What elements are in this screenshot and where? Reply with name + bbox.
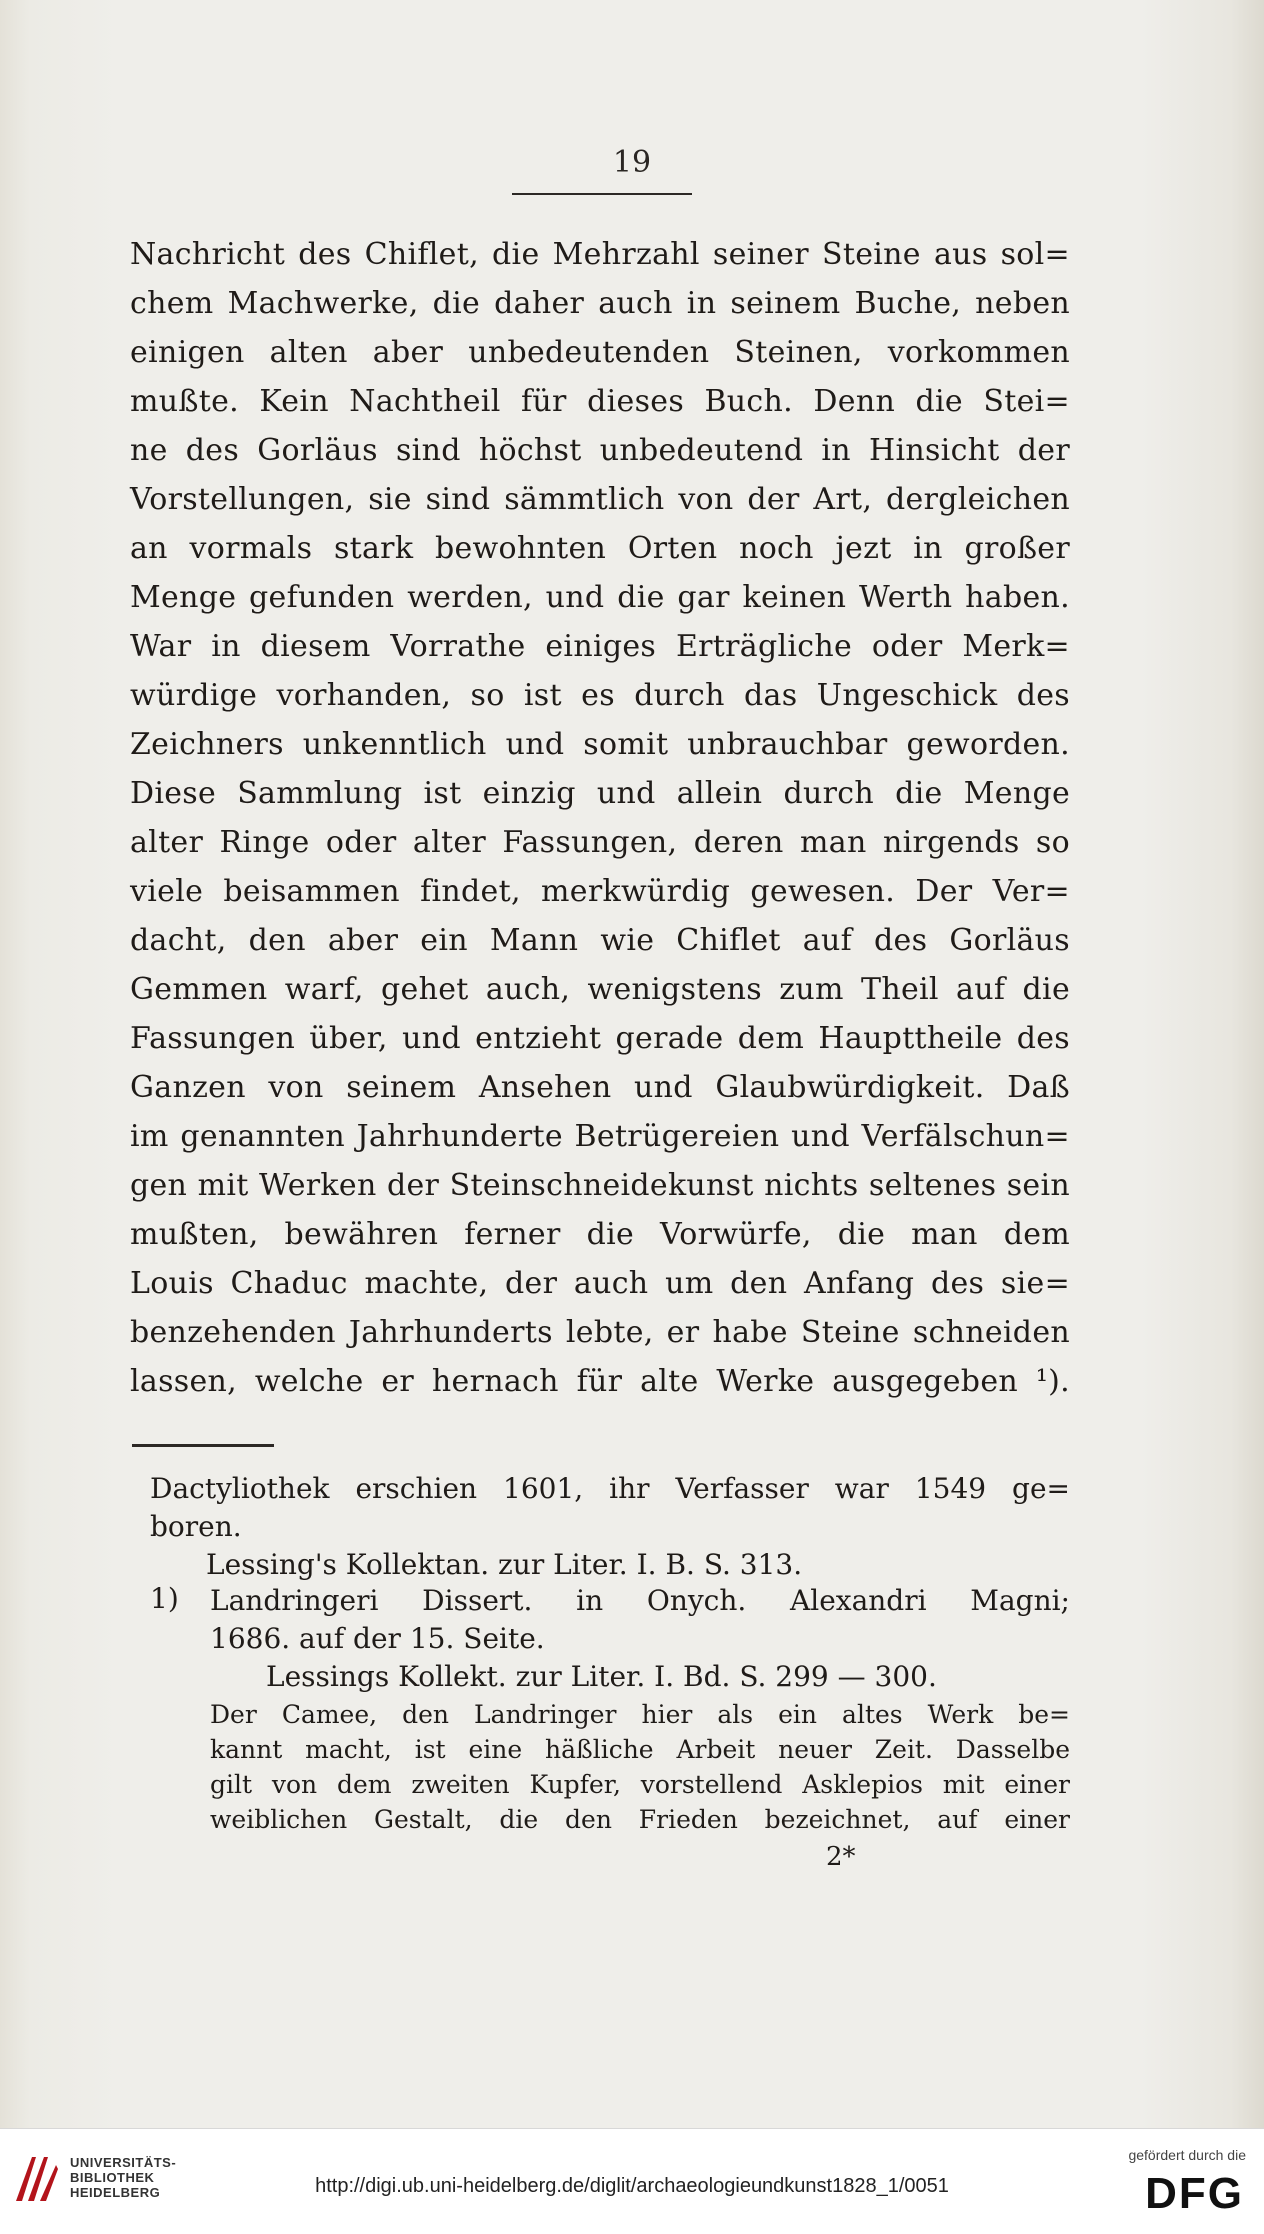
footnote-1-note xyxy=(210,1697,1070,1837)
footnote-line: Landringeri Dissert. in Onych. Alexandri Magni; xyxy=(210,1584,1070,1617)
text-line: Zeichners unkenntlich und somit unbrauchbar geworden. xyxy=(130,727,1070,762)
footnote-reference: Lessing's Kollektan. zur Liter. I. B. S. 313. xyxy=(206,1548,803,1581)
text-line: Ganzen von seinem Ansehen und Glaubwürdigkeit. Daß xyxy=(130,1070,1070,1105)
text-line: Louis Chaduc machte, der auch um den Anfang des sie= xyxy=(130,1266,1070,1301)
page-url-link[interactable]: http://digi.ub.uni-heidelberg.de/diglit/archaeologieundkunst1828_1/0051 xyxy=(315,2175,949,2197)
footnote-1 xyxy=(210,1582,1070,1696)
text-line: chem Machwerke, die daher auch in seinem Buche, neben xyxy=(130,286,1070,321)
footnote-small-line: gilt von dem zweiten Kupfer, vorstellend Asklepios mit einer xyxy=(210,1770,1070,1799)
text-line: lassen, welche er hernach für alte Werke ausgegeben ¹). xyxy=(130,1364,1070,1399)
text-line: Nachricht des Chiflet, die Mehrzahl seiner Steine aus sol= xyxy=(130,237,1070,272)
library-name: UNIVERSITÄTS- BIBLIOTHEK HEIDELBERG xyxy=(70,2155,177,2200)
footnote-reference: Lessings Kollekt. zur Liter. I. Bd. S. 299 — 300. xyxy=(266,1660,937,1693)
text-line: Menge gefunden werden, und die gar keinen Werth haben. xyxy=(130,580,1070,615)
main-text xyxy=(130,230,1070,1406)
text-line: Diese Sammlung ist einzig und allein durch die Menge xyxy=(130,776,1070,811)
text-line: viele beisammen findet, merkwürdig gewesen. Der Ver= xyxy=(130,874,1070,909)
dfg-logo: DFG xyxy=(1145,2169,1244,2218)
footnote-small-line: kannt macht, ist eine häßliche Arbeit neuer Zeit. Dasselbe xyxy=(210,1735,1070,1764)
text-line: dacht, den aber ein Mann wie Chiflet auf des Gorläus xyxy=(130,923,1070,958)
text-line: an vormals stark bewohnten Orten noch jezt in großer xyxy=(130,531,1070,566)
funded-by-label: gefördert durch die xyxy=(1128,2147,1246,2163)
text-line: ne des Gorläus sind höchst unbedeutend in Hinsicht der xyxy=(130,433,1070,468)
header-rule xyxy=(512,193,692,195)
page-number: 19 xyxy=(612,145,652,180)
footnote-small-line: weiblichen Gestalt, die den Frieden bezeichnet, auf einer xyxy=(210,1805,1070,1834)
text-line: gen mit Werken der Steinschneidekunst nichts seltenes sein xyxy=(130,1168,1070,1203)
footnote-line: boren. xyxy=(150,1510,242,1543)
footnote-rule xyxy=(132,1444,274,1447)
text-line: mußten, bewähren ferner die Vorwürfe, die man dem xyxy=(130,1217,1070,1252)
signature-mark: 2* xyxy=(826,1842,856,1872)
text-line: im genannten Jahrhunderte Betrügereien und Verfälschun= xyxy=(130,1119,1070,1154)
text-line: alter Ringe oder alter Fassungen, deren man nirgends so xyxy=(130,825,1070,860)
text-line: Fassungen über, und entzieht gerade dem Haupttheile des xyxy=(130,1021,1070,1056)
text-line: würdige vorhanden, so ist es durch das Ungeschick des xyxy=(130,678,1070,713)
footnote-line: 1686. auf der 15. Seite. xyxy=(210,1622,545,1655)
footer-bar xyxy=(0,2128,1264,2234)
footnote-continuation xyxy=(150,1470,1070,1584)
text-line: Gemmen warf, gehet auch, wenigstens zum Theil auf die xyxy=(130,972,1070,1007)
text-line: Vorstellungen, sie sind sämmtlich von der Art, dergleichen xyxy=(130,482,1070,517)
text-line: einigen alten aber unbedeutenden Steinen, vorkommen xyxy=(130,335,1070,370)
footnote-line: Dactyliothek erschien 1601, ihr Verfasser war 1549 ge= xyxy=(150,1472,1070,1505)
text-line: War in diesem Vorrathe einiges Erträgliche oder Merk= xyxy=(130,629,1070,664)
text-line: mußte. Kein Nachtheil für dieses Buch. Denn die Stei= xyxy=(130,384,1070,419)
footnote-small-line: Der Camee, den Landringer hier als ein altes Werk be= xyxy=(210,1700,1070,1729)
footnote-marker: 1) xyxy=(150,1582,179,1615)
text-line: benzehenden Jahrhunderts lebte, er habe Steine schneiden xyxy=(130,1315,1070,1350)
